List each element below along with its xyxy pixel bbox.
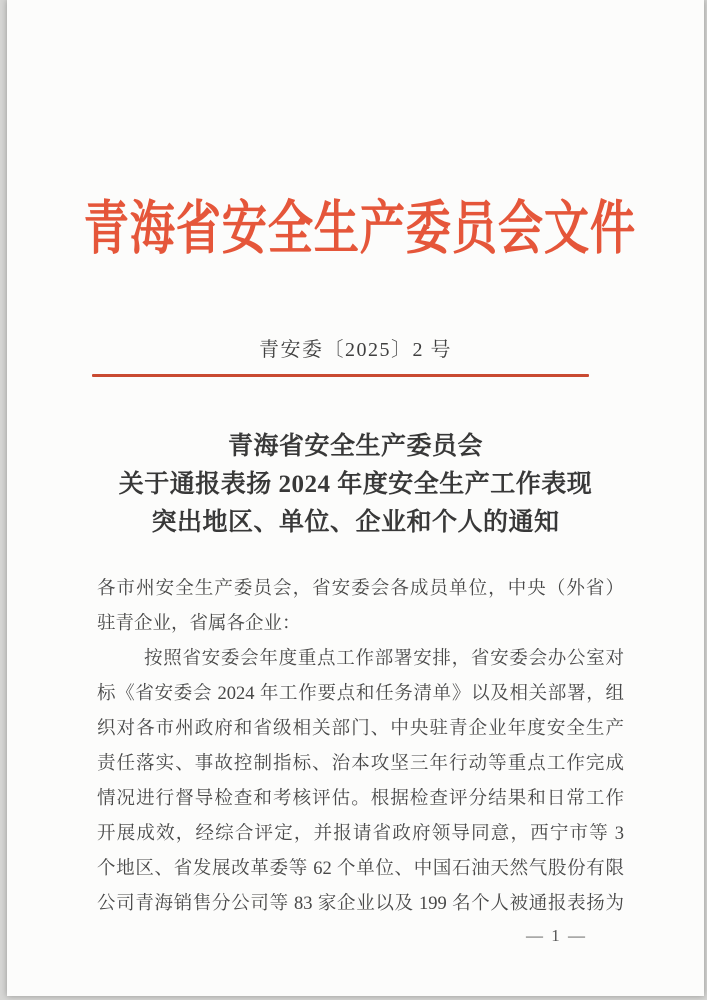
title-line-3: 突出地区、单位、企业和个人的通知 [151,509,560,536]
body-line: 公司青海销售分公司等 83 家企业以及 199 名个人被通报表扬为 [97,894,624,914]
page-number: — 1 — [526,926,587,945]
title-line-1: 青海省安全生产委员会 [227,433,483,460]
scanned-document-page [7,0,704,996]
body-line: 责任落实、事故控制指标、治本攻坚三年行动等重点工作完成 [97,754,624,774]
title-line-2: 关于通报表扬 2024 年度安全生产工作表现 [118,471,593,498]
document-number: 青安委〔2025〕2 号 [259,339,452,361]
red-divider-rule [92,374,589,377]
body-line: 开展成效，经综合评定，并报请省政府领导同意，西宁市等 3 [97,824,624,844]
body-text [97,572,624,922]
body-line: 织对各市州政府和省级相关部门、中央驻青企业年度安全生产 [97,719,624,739]
body-line: 个地区、省发展改革委等 62 个单位、中国石油天然气股份有限 [97,859,624,879]
body-line: 标《省安委会 2024 年工作要点和任务清单》以及相关部署，组 [97,684,624,704]
body-line: 各市州安全生产委员会，省安委会各成员单位，中央（外省） [97,579,624,599]
body-line: 情况进行督导检查和考核评估。根据检查评分结果和日常工作 [97,789,624,809]
body-line: 按照省安委会年度重点工作部署安排，省安委会办公室对 [144,649,624,669]
document-title [7,428,704,542]
letterhead-title: 青海省安全生产委员会文件 [83,196,636,261]
body-line: 驻青企业，省属各企业： [97,614,301,634]
